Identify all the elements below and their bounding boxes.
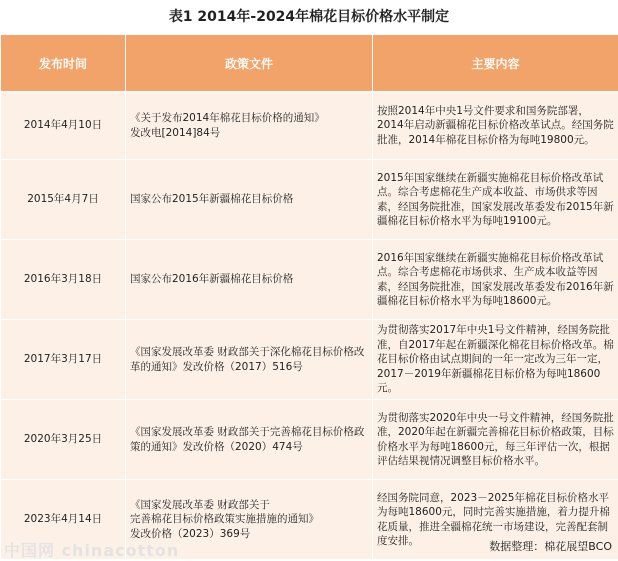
table-header-row — [1, 35, 618, 92]
row-content: 为贯彻落实2020年中央一号文件精神，经国务院批准，2020年起在新疆完善棉花目标价格政策，目标价格水平为每吨18600元，每三年评估一次，根据评估结果视情况调整目标价格水平。 — [373, 400, 618, 480]
row-doc: 《国家发展改革委 财政部关于深化棉花目标价格改革的通知》发改价格（2017）516号 — [126, 320, 373, 400]
table-row — [1, 240, 618, 320]
row-content: 2016年国家继续在新疆实施棉花目标价格改革试点。综合考虑棉花市场供求、生产成本收益等因素，经国务院批准，国家发展改革委发布2016年新疆棉花目标价格水平为每吨18600元。 — [373, 240, 618, 320]
source-note: 数据整理：棉花展望BCO — [489, 540, 612, 554]
row-content: 2015年国家继续在新疆实施棉花目标价格改革试点。综合考虑棉花生产成本收益、市场供求等因素，经国务院批准，国家发展改革委发布2015年新疆棉花目标价格水平为每吨19100元。 — [373, 160, 618, 240]
row-doc: 国家公布2015年新疆棉花目标价格 — [126, 160, 373, 240]
row-content: 为贯彻落实2017年中央1号文件精神，经国务院批准，自2017年起在新疆深化棉花目标价格改革。棉花目标价格由试点期间的一年一定改为三年一定，2017－2019年新疆棉花目标价格为每吨18600元。 — [373, 320, 618, 400]
header-date: 发布时间 — [1, 35, 126, 92]
row-date: 2017年3月17日 — [1, 320, 126, 400]
row-doc: 《国家发展改革委 财政部关于完善棉花目标价格政策的通知》发改价格（2020）474号 — [126, 400, 373, 480]
table-row — [1, 400, 618, 480]
table-title: 表1 2014年-2024年棉花目标价格水平制定 — [0, 6, 618, 28]
watermark: 中国网 chinacotton — [4, 538, 179, 561]
table-row — [1, 92, 618, 160]
row-date: 2014年4月10日 — [1, 92, 126, 160]
header-content: 主要内容 — [373, 35, 618, 92]
row-content: 经国务院同意，2023－2025年棉花目标价格水平为每吨18600元，同时完善实施措施，着力提升棉花质量，推进全疆棉花统一市场建设，完善配套制度安排。 — [373, 480, 618, 560]
row-doc: 《关于发布2014年棉花目标价格的通知》 发改电[2014]84号 — [126, 92, 373, 160]
policy-table — [0, 34, 618, 560]
row-content: 按照2014年中央1号文件要求和国务院部署，2014年启动新疆棉花目标价格改革试点。经国务院批准，2014年棉花目标价格为每吨19800元。 — [373, 92, 618, 160]
header-doc: 政策文件 — [126, 35, 373, 92]
row-doc: 国家公布2016年新疆棉花目标价格 — [126, 240, 373, 320]
row-date: 2023年4月14日 — [1, 480, 126, 560]
row-date: 2016年3月18日 — [1, 240, 126, 320]
table-row — [1, 320, 618, 400]
row-date: 2015年4月7日 — [1, 160, 126, 240]
table-row — [1, 160, 618, 240]
row-date: 2020年3月25日 — [1, 400, 126, 480]
row-doc: 《国家发展改革委 财政部关于 完善棉花目标价格政策实施措施的通知》 发改价格（2023）369号 — [126, 480, 373, 560]
